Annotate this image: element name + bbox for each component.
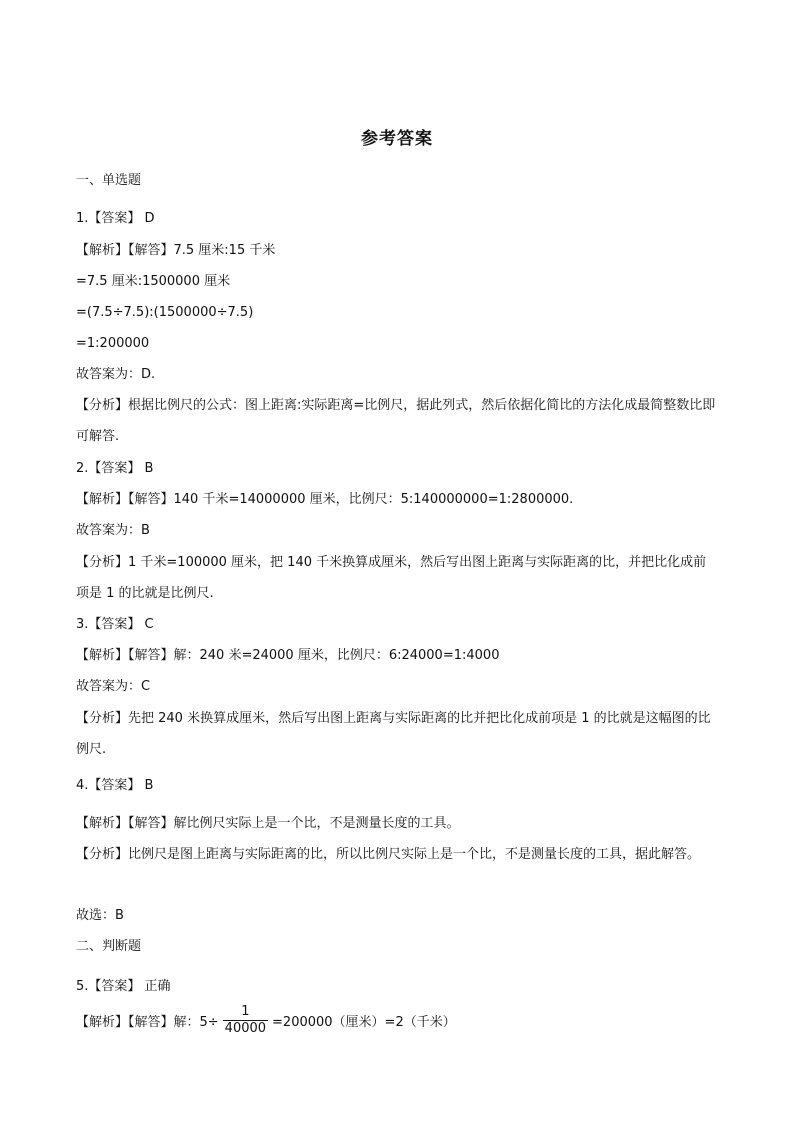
- q5-solution-line: [76, 1006, 456, 1039]
- fraction: [223, 1004, 268, 1037]
- fraction-denominator: 40000: [224, 1021, 267, 1036]
- q3-solution-line: 故答案为：C: [76, 679, 151, 694]
- q5-answer: 5.【答案】 正确: [76, 979, 171, 994]
- section-heading-true-false: 二、判断题: [76, 939, 142, 954]
- q3-analysis: 【分析】先把 240 米换算成厘米，然后写出图上距离与实际距离的比并把比化成前项是 1 的比就是这幅图的比例尺.: [76, 711, 711, 757]
- page-title: 参考答案: [361, 129, 433, 149]
- q2-solution-line: 故答案为：B: [76, 523, 150, 538]
- q5-solution-prefix: 【解析】【解答】解：5÷: [76, 1015, 219, 1030]
- q5-solution-suffix: =200000（厘米）=2（千米）: [272, 1015, 456, 1030]
- q4-solution-line: 【解析】【解答】解比例尺实际上是一个比，不是测量长度的工具。: [76, 816, 460, 831]
- q2-analysis: 【分析】1 千米=100000 厘米，把 140 千米换算成厘米，然后写出图上距离与实际距离的比，并把比化成前项是 1 的比就是比例尺.: [76, 555, 707, 601]
- q4-analysis: 【分析】比例尺是图上距离与实际距离的比，所以比例尺实际上是一个比，不是测量长度的工具，据此解答。: [76, 847, 701, 862]
- q3-solution-line: 【解析】【解答】解：240 米=24000 厘米，比例尺：6:24000=1:4000: [76, 648, 500, 663]
- section-heading-single-choice: 一、单选题: [76, 173, 142, 188]
- q1-solution-line: =1:200000: [76, 336, 150, 351]
- q4-answer: 4.【答案】 B: [76, 778, 154, 793]
- fraction-numerator: 1: [241, 1004, 250, 1019]
- q1-analysis: 【分析】根据比例尺的公式：图上距离:实际距离=比例尺，据此列式，然后依据化简比的方法化成最简整数比即可解答.: [76, 398, 716, 444]
- q2-answer: 2.【答案】 B: [76, 461, 154, 476]
- q1-solution-line: =(7.5÷7.5):(1500000÷7.5): [76, 305, 254, 320]
- q3-answer: 3.【答案】 C: [76, 617, 154, 632]
- q2-solution-line: 【解析】【解答】140 千米=14000000 厘米，比例尺：5:140000000=1:2800000.: [76, 492, 574, 507]
- q1-solution-line: =7.5 厘米:1500000 厘米: [76, 274, 231, 289]
- q4-choice: 故选：B: [76, 908, 124, 923]
- q1-solution-line: 故答案为：D.: [76, 367, 156, 382]
- q1-solution-line: 【解析】【解答】7.5 厘米:15 千米: [76, 243, 276, 258]
- q1-answer: 1.【答案】 D: [76, 211, 155, 226]
